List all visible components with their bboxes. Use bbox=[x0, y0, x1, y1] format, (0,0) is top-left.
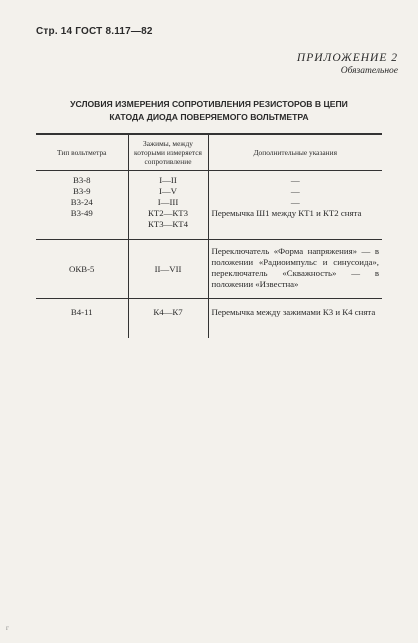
terminals-cell bbox=[128, 171, 208, 240]
terminal-pair: II—VII bbox=[154, 263, 182, 274]
margin-mark: г bbox=[6, 624, 9, 632]
terminals-cell bbox=[128, 299, 208, 339]
header-voltmeter-type: Тип вольтметра bbox=[36, 134, 128, 171]
note-text: Переключатель «Форма напряжения» — в положении «Радиоимпульс и синусоида», переключатель «Скважность» — в положении «Известна» bbox=[211, 246, 379, 289]
notes-cell bbox=[208, 299, 382, 339]
resistance-conditions-table bbox=[36, 133, 382, 338]
note-dash: — bbox=[290, 175, 300, 185]
voltmeter-type: В3-49 bbox=[70, 208, 93, 218]
voltmeter-type: ОКВ-5 bbox=[69, 263, 95, 274]
appendix-title: ПРИЛОЖЕНИЕ 2 bbox=[296, 52, 398, 64]
voltmeter-type: В3-24 bbox=[70, 197, 93, 207]
voltmeter-type-cell bbox=[36, 240, 128, 299]
terminal-pair: I—III bbox=[157, 197, 179, 207]
voltmeter-type: В4-11 bbox=[70, 307, 93, 317]
table-header-row bbox=[36, 134, 382, 171]
notes-cell bbox=[208, 240, 382, 299]
voltmeter-type-cell bbox=[36, 171, 128, 240]
terminal-pair: I—II bbox=[159, 175, 177, 185]
note-dash: — bbox=[290, 186, 300, 196]
voltmeter-type: В3-9 bbox=[72, 186, 91, 196]
document-title-line-2: КАТОДА ДИОДА ПОВЕРЯЕМОГО ВОЛЬТМЕТРА bbox=[109, 112, 309, 122]
document-title bbox=[36, 98, 382, 124]
document-title-line-1: УСЛОВИЯ ИЗМЕРЕНИЯ СОПРОТИВЛЕНИЯ РЕЗИСТОРОВ В ЦЕПИ bbox=[70, 99, 348, 109]
page-header: Стр. 14 ГОСТ 8.117—82 bbox=[36, 26, 153, 37]
header-terminals: Зажимы, между которыми измеряется сопротивление bbox=[128, 134, 208, 171]
terminal-pair: КТ2—КТ3 bbox=[147, 208, 189, 218]
note-dash: — bbox=[290, 197, 300, 207]
terminals-cell bbox=[128, 240, 208, 299]
terminal-pair: I—V bbox=[158, 186, 178, 196]
header-additional-notes: Дополнительные указания bbox=[208, 134, 382, 171]
terminal-pair: КТ3—КТ4 bbox=[147, 219, 189, 229]
appendix-block bbox=[297, 52, 398, 76]
terminal-pair: К4—К7 bbox=[153, 307, 183, 317]
voltmeter-type: В3-8 bbox=[72, 175, 91, 185]
table-row bbox=[36, 171, 382, 240]
note-text: Перемычка между зажимами К3 и К4 снята bbox=[211, 307, 376, 317]
appendix-status: Обязательное bbox=[340, 66, 398, 76]
table-row bbox=[36, 299, 382, 339]
voltmeter-type-cell bbox=[36, 299, 128, 339]
notes-cell bbox=[208, 171, 382, 240]
table-row bbox=[36, 240, 382, 299]
note-text: Перемычка Ш1 между КТ1 и КТ2 снята bbox=[211, 208, 362, 218]
